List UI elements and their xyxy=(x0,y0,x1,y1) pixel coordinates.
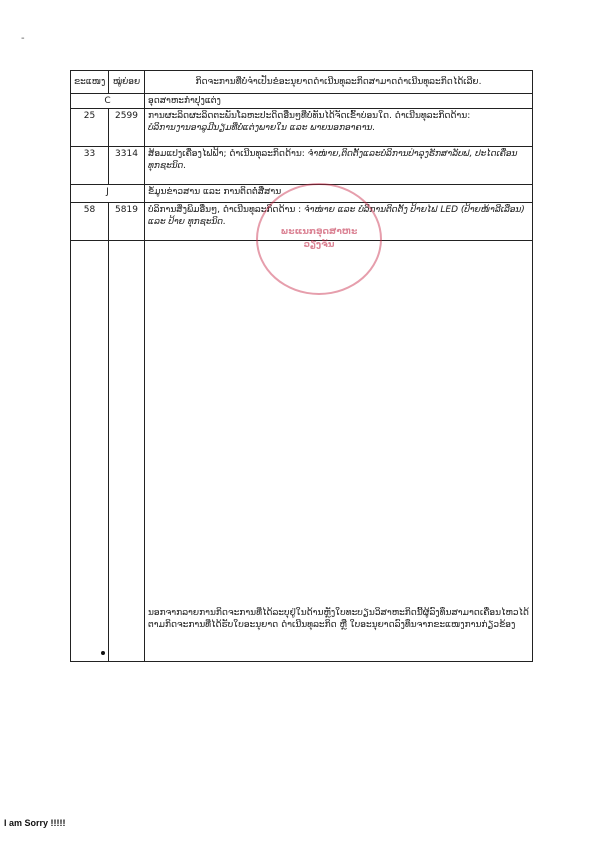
sector-code: 33 xyxy=(71,147,109,185)
subgroup-code: 3314 xyxy=(109,147,145,185)
section-title: ຂໍ້ມູນຂ່າວສານ ແລະ ການຕິດຕໍ່ສື່ສານ xyxy=(145,185,533,203)
bullet-dot xyxy=(101,651,105,655)
note-text: ນອກຈາກລາຍການກິດຈະການທີ່ໄດ້ລະບຸຢູ່ໃນດ້ານຫຼັງໃບທະບຽນວິສາຫະກິດນີ້ຜູ້ລົງທຶນສາມາດເຄື່ອນໄຫວໄດ້ຕາມກິດຈະການທີ່ໄດ້ຮັບໃບອະນຸຍາດ ດຳເນີນທຸລະກິດ ຫຼື ໃບອະນຸຍາດລົງທຶນຈາກຂະແໜງການກ່ຽວຂ້ອງ xyxy=(145,241,533,662)
stamp-line-2: ວຽງຈັນ xyxy=(303,240,335,250)
header-sector: ຂະແໜງ xyxy=(71,71,109,94)
official-stamp xyxy=(256,183,382,295)
activities-table xyxy=(70,70,533,662)
empty-cell xyxy=(109,241,145,662)
subgroup-code: 2599 xyxy=(109,109,145,147)
empty-cell xyxy=(71,241,109,662)
header-activity: ກິດຈະການທີ່ບໍ່ຈຳເປັນຂໍອະນຸຍາດດຳເນີນທຸລະກິດສາມາດດຳເນີນທຸລະກິດໄດ້ເລີຍ. xyxy=(145,71,533,94)
table-row xyxy=(71,94,533,109)
section-code: C xyxy=(71,94,145,109)
table-row xyxy=(71,109,533,147)
activity-description: ສ້ອມແປງເຄື່ອງໄຟຟ້າ; ດຳເນີນທຸລະກິດດ້ານ: ຈຳໜ່າຍ,ຕິດຕັ້ງແລະບໍລິການປ່າລຸງຮັກສາລັບຟ, ປະໄດເຄື່ອນທຸກຊະນິດ. xyxy=(145,147,533,185)
table-header-row xyxy=(71,71,533,94)
section-code: J xyxy=(71,185,145,203)
footer-text: I am Sorry !!!!! xyxy=(4,818,66,828)
table-row xyxy=(71,147,533,185)
section-title: ອຸດສາຫະກຳປຸງແຕ່ງ xyxy=(145,94,533,109)
activity-description: ບໍລິການສິ່ງພິມອື່ນໆ, ດຳເນີນທຸລະກິດດ້ານ : ຈຳໜ່າຍ ແລະ ບໍລິການຕິດຕັ້ງ ປ້າຍໄຟ LED (ປ້າຍໜ້າລີເລືອນ) ແລະ ປ້າຍ ທຸກຊະນິດ. xyxy=(145,203,533,241)
header-subgroup: ໝູ່ຍ່ອຍ xyxy=(109,71,145,94)
table-row xyxy=(71,241,533,662)
stamp-line-1: ພະແນກອຸດສາຫະ xyxy=(280,227,358,237)
sector-code: 58 xyxy=(71,203,109,241)
subgroup-code: 5819 xyxy=(109,203,145,241)
activity-description: ການຜະລິດຜະລິດຕະພັນໂລຫະປະດິດອື່ນໆທີ່ບໍ່ທັນໄດ້ຈັດເຂົ້າບ່ອນໃດ. ດຳເນີນທຸລະກິດດ້ານ: ບໍລິການງານອາລູມີນຽມທີ່ບໍ່ແຕ່ງພາຍໃນ ແລະ ພາຍນອກອາຄານ. xyxy=(145,109,533,147)
page-mark: - xyxy=(21,33,25,44)
sector-code: 25 xyxy=(71,109,109,147)
